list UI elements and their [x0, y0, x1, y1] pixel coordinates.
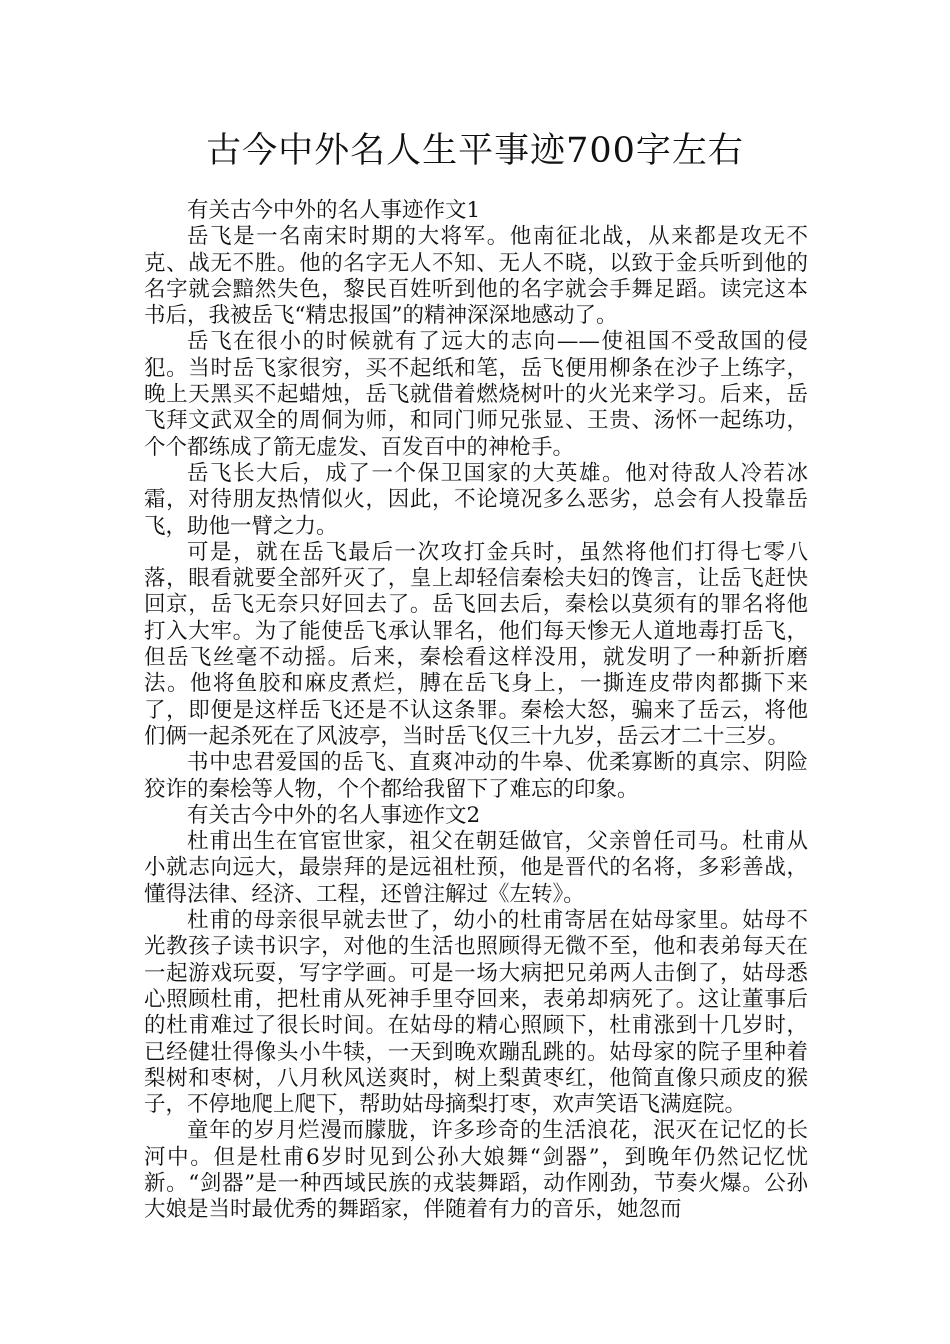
body-paragraph: 可是，就在岳飞最后一次攻打金兵时，虽然将他们打得七零八落，眼看就要全部歼灭了，皇上却轻信秦桧夫妇的馋言，让岳飞赶快回京，岳飞无奈只好回去了。岳飞回去后，秦桧以莫须有的罪名将他打入大牢。为了能使岳飞承认罪名，他们每天惨无人道地毒打岳飞，但岳飞丝毫不动摇。后来，秦桧看这样没用，就发明了一种新折磨法。他将鱼胶和麻皮煮烂，膊在岳飞身上，一撕连皮带肉都撕下来了，即便是这样岳飞还是不认这条罪。秦桧大怒，骗来了岳云，将他们俩一起杀死在了风波亭，当时岳飞仅三十九岁，岳云才二十三岁。	[144, 539, 808, 749]
body-paragraph: 岳飞在很小的时候就有了远大的志向——使祖国不受敌国的侵犯。当时岳飞家很穷，买不起纸和笔，岳飞便用柳条在沙子上练字，晚上天黑买不起蜡烛，岳飞就借着燃烧树叶的火光来学习。后来，岳飞拜文武双全的周侗为师，和同门师兄张显、王贵、汤怀一起练功，个个都练成了箭无虚发、百发百中的神枪手。	[144, 329, 808, 460]
body-paragraph: 岳飞长大后，成了一个保卫国家的大英雄。他对待敌人冷若冰霜，对待朋友热情似火，因此，不论境况多么恶劣，总会有人投靠岳飞，助他一臂之力。	[144, 460, 808, 539]
body-paragraph: 童年的岁月烂漫而朦胧，许多珍奇的生活浪花，泯灭在记忆的长河中。但是杜甫6岁时见到公孙大娘舞“剑器”，到晚年仍然记忆忧新。“剑器”是一种西域民族的戎装舞蹈，动作刚劲，节奏火爆。公孙大娘是当时最优秀的舞蹈家，伴随着有力的音乐，她忽而	[144, 1118, 808, 1223]
body-paragraph: 书中忠君爱国的岳飞、直爽冲动的牛皋、优柔寡断的真宗、阴险狡诈的秦桧等人物，个个都给我留下了难忘的印象。	[144, 750, 808, 802]
body-paragraph: 岳飞是一名南宋时期的大将军。他南征北战，从来都是攻无不克、战无不胜。他的名字无人不知、无人不晓，以致于金兵听到他的名字就会黯然失色，黎民百姓听到他的名字就会手舞足蹈。读完这本书后，我被岳飞“精忠报国”的精神深深地感动了。	[144, 224, 808, 329]
section-heading: 有关古今中外的名人事迹作文2	[187, 802, 481, 828]
document-body	[144, 198, 808, 1224]
body-paragraph: 杜甫的母亲很早就去世了，幼小的杜甫寄居在姑母家里。姑母不光教孩子读书识字，对他的生活也照顾得无微不至，他和表弟每天在一起游戏玩耍，写字学画。可是一场大病把兄弟两人击倒了，姑母悉心照顾杜甫，把杜甫从死神手里夺回来，表弟却病死了。这让董事后的杜甫难过了很长时间。在姑母的精心照顾下，杜甫涨到十几岁时，已经健壮得像头小牛犊，一天到晚欢蹦乱跳的。姑母家的院子里种着梨树和枣树，八月秋风送爽时，树上梨黄枣红，他简直像只顽皮的猴子，不停地爬上爬下，帮助姑母摘梨打枣，欢声笑语飞满庭院。	[144, 908, 808, 1118]
section-heading: 有关古今中外的名人事迹作文1	[187, 198, 481, 223]
document-title: 古今中外名人生平事迹700字左右	[206, 131, 744, 171]
body-paragraph: 杜甫出生在官宦世家，祖父在朝廷做官，父亲曾任司马。杜甫从小就志向远大，最崇拜的是远祖杜预，他是晋代的名将，多彩善战，懂得法律、经济、工程，还曾注解过《左转》。	[144, 829, 808, 907]
